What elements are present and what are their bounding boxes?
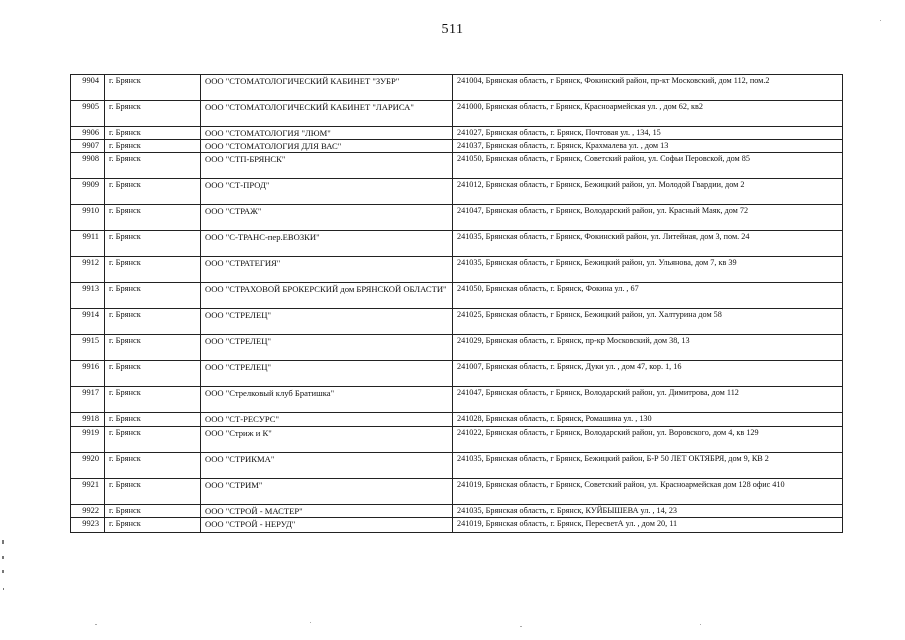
organization-name-cell: ООО "СТРОЙ - МАСТЕР" <box>201 505 453 518</box>
address-cell: 241047, Брянская область, г Брянск, Володарский район, ул. Димитрова, дом 112 <box>453 387 843 413</box>
city-cell: г. Брянск <box>105 205 201 231</box>
organization-name-cell: ООО "СТРАЖ" <box>201 205 453 231</box>
address-cell: 241050, Брянская область, г. Брянск, Фокина ул. , 67 <box>453 283 843 309</box>
city-cell: г. Брянск <box>105 283 201 309</box>
city-cell: г. Брянск <box>105 518 201 533</box>
table-row <box>71 205 843 231</box>
record-number-cell: 9906 <box>71 127 105 140</box>
organization-name-cell: ООО "Стрелковый клуб Братишка" <box>201 387 453 413</box>
record-number-cell: 9916 <box>71 361 105 387</box>
record-number-cell: 9912 <box>71 257 105 283</box>
organization-name-cell: ООО "СТРЕЛЕЦ" <box>201 361 453 387</box>
record-number-cell: 9907 <box>71 140 105 153</box>
record-number-cell: 9909 <box>71 179 105 205</box>
organization-name-cell: ООО "СТОМАТОЛОГИЧЕСКИЙ КАБИНЕТ "ЛАРИСА" <box>201 101 453 127</box>
organization-name-cell: ООО "СТ-ПРОД" <box>201 179 453 205</box>
table-row <box>71 101 843 127</box>
organization-name-cell: ООО "С-ТРАНС-пер.ЕВОЗКИ" <box>201 231 453 257</box>
table-row <box>71 427 843 453</box>
city-cell: г. Брянск <box>105 413 201 427</box>
address-cell: 241025, Брянская область, г Брянск, Бежицкий район, ул. Халтурина дом 58 <box>453 309 843 335</box>
address-cell: 241035, Брянская область, г Брянск, Фокинский район, ул. Литейная, дом 3, пом. 24 <box>453 231 843 257</box>
record-number-cell: 9918 <box>71 413 105 427</box>
city-cell: г. Брянск <box>105 231 201 257</box>
table-row <box>71 387 843 413</box>
record-number-cell: 9923 <box>71 518 105 533</box>
table-row <box>71 413 843 427</box>
city-cell: г. Брянск <box>105 179 201 205</box>
record-number-cell: 9905 <box>71 101 105 127</box>
record-number-cell: 9917 <box>71 387 105 413</box>
organization-name-cell: ООО "СТРИКМА" <box>201 453 453 479</box>
address-cell: 241019, Брянская область, г. Брянск, ПересветА ул. , дом 20, 11 <box>453 518 843 533</box>
organization-name-cell: ООО "СТРЕЛЕЦ" <box>201 335 453 361</box>
address-cell: 241029, Брянская область, г. Брянск, пр-кр Московский, дом 38, 13 <box>453 335 843 361</box>
city-cell: г. Брянск <box>105 505 201 518</box>
city-cell: г. Брянск <box>105 387 201 413</box>
table-row <box>71 127 843 140</box>
organization-name-cell: ООО "СТРИМ" <box>201 479 453 505</box>
address-cell: 241050, Брянская область, г Брянск, Советский район, ул. Софьи Перовской, дом 85 <box>453 153 843 179</box>
organization-name-cell: ООО "СТОМАТОЛОГИЧЕСКИЙ КАБИНЕТ "ЗУБР" <box>201 75 453 101</box>
organization-name-cell: ООО "СТРЕЛЕЦ" <box>201 309 453 335</box>
address-cell: 241047, Брянская область, г Брянск, Володарский район, ул. Красный Маяк, дом 72 <box>453 205 843 231</box>
page-number: 511 <box>441 22 464 37</box>
record-number-cell: 9910 <box>71 205 105 231</box>
table-row <box>71 283 843 309</box>
table-row <box>71 479 843 505</box>
record-number-cell: 9911 <box>71 231 105 257</box>
address-cell: 241028, Брянская область, г. Брянск, Ромашина ул. , 130 <box>453 413 843 427</box>
address-cell: 241035, Брянская область, г. Брянск, КУЙБЫШЕВА ул. , 14, 23 <box>453 505 843 518</box>
table-row <box>71 257 843 283</box>
record-number-cell: 9920 <box>71 453 105 479</box>
registry-table-body <box>71 75 843 533</box>
city-cell: г. Брянск <box>105 361 201 387</box>
city-cell: г. Брянск <box>105 309 201 335</box>
city-cell: г. Брянск <box>105 140 201 153</box>
address-cell: 241000, Брянская область, г Брянск, Красноармейская ул. , дом 62, кв2 <box>453 101 843 127</box>
record-number-cell: 9922 <box>71 505 105 518</box>
city-cell: г. Брянск <box>105 75 201 101</box>
address-cell: 241007, Брянская область, г. Брянск, Дуки ул. , дом 47, кор. 1, 16 <box>453 361 843 387</box>
record-number-cell: 9915 <box>71 335 105 361</box>
organization-name-cell: ООО "СТРАХОВОЙ БРОКЕРСКИЙ дом БРЯНСКОЙ ОБЛАСТИ" <box>201 283 453 309</box>
city-cell: г. Брянск <box>105 127 201 140</box>
organization-name-cell: ООО "СТП-БРЯНСК" <box>201 153 453 179</box>
record-number-cell: 9914 <box>71 309 105 335</box>
city-cell: г. Брянск <box>105 153 201 179</box>
table-row <box>71 309 843 335</box>
organization-name-cell: ООО "СТОМАТОЛОГИЯ ДЛЯ ВАС" <box>201 140 453 153</box>
record-number-cell: 9921 <box>71 479 105 505</box>
table-row <box>71 518 843 533</box>
address-cell: 241027, Брянская область, г. Брянск, Почтовая ул. , 134, 15 <box>453 127 843 140</box>
city-cell: г. Брянск <box>105 479 201 505</box>
record-number-cell: 9904 <box>71 75 105 101</box>
organization-name-cell: ООО "Стриж и К" <box>201 427 453 453</box>
address-cell: 241037, Брянская область, г. Брянск, Крахмалева ул. , дом 13 <box>453 140 843 153</box>
record-number-cell: 9919 <box>71 427 105 453</box>
record-number-cell: 9908 <box>71 153 105 179</box>
registry-table <box>70 74 843 533</box>
address-cell: 241035, Брянская область, г Брянск, Бежицкий район, ул. Ульянова, дом 7, кв 39 <box>453 257 843 283</box>
table-row <box>71 153 843 179</box>
address-cell: 241019, Брянская область, г Брянск, Советский район, ул. Красноармейская дом 128 офис 410 <box>453 479 843 505</box>
organization-name-cell: ООО "СТОМАТОЛОГИЯ "ЛЮМ" <box>201 127 453 140</box>
city-cell: г. Брянск <box>105 427 201 453</box>
city-cell: г. Брянск <box>105 101 201 127</box>
address-cell: 241012, Брянская область, г Брянск, Бежицкий район, ул. Молодой Гвардии, дом 2 <box>453 179 843 205</box>
organization-name-cell: ООО "СТ-РЕСУРС" <box>201 413 453 427</box>
address-cell: 241035, Брянская область, г Брянск, Бежицкий район, Б-Р 50 ЛЕТ ОКТЯБРЯ, дом 9, КВ 2 <box>453 453 843 479</box>
table-row <box>71 505 843 518</box>
address-cell: 241022, Брянская область, г Брянск, Володарский район, ул. Воровского, дом 4, кв 129 <box>453 427 843 453</box>
city-cell: г. Брянск <box>105 335 201 361</box>
table-row <box>71 335 843 361</box>
organization-name-cell: ООО "СТРАТЕГИЯ" <box>201 257 453 283</box>
table-row <box>71 231 843 257</box>
table-row <box>71 453 843 479</box>
table-row <box>71 179 843 205</box>
address-cell: 241004, Брянская область, г Брянск, Фокинский район, пр-кт Московский, дом 112, пом.2 <box>453 75 843 101</box>
city-cell: г. Брянск <box>105 257 201 283</box>
table-row <box>71 140 843 153</box>
organization-name-cell: ООО "СТРОЙ - НЕРУД" <box>201 518 453 533</box>
record-number-cell: 9913 <box>71 283 105 309</box>
table-row <box>71 75 843 101</box>
city-cell: г. Брянск <box>105 453 201 479</box>
table-row <box>71 361 843 387</box>
